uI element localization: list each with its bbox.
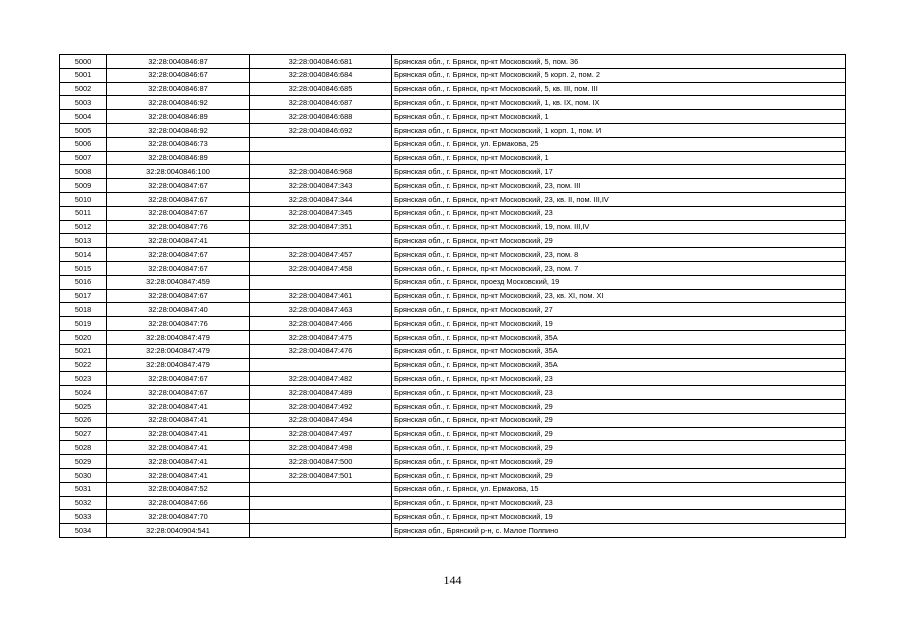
object-number-cell: 32:28:0040847:345 (250, 206, 392, 220)
address-cell: Брянская обл., г. Брянск, пр-кт Московский, 23 (392, 496, 846, 510)
parcel-number-cell: 32:28:0040847:67 (107, 179, 250, 193)
parcel-number-cell: 32:28:0040847:479 (107, 330, 250, 344)
address-cell: Брянская обл., г. Брянск, пр-кт Московский, 1 (392, 110, 846, 124)
row-number-cell: 5009 (60, 179, 107, 193)
table-row (60, 468, 846, 482)
address-cell: Брянская обл., г. Брянск, пр-кт Московский, 5, пом. 36 (392, 55, 846, 69)
parcel-number-cell: 32:28:0040847:67 (107, 386, 250, 400)
table-row (60, 358, 846, 372)
object-number-cell (250, 524, 392, 538)
object-number-cell: 32:28:0040847:501 (250, 468, 392, 482)
table-row (60, 303, 846, 317)
table-row (60, 441, 846, 455)
object-number-cell (250, 482, 392, 496)
table-row (60, 261, 846, 275)
address-cell: Брянская обл., г. Брянск, пр-кт Московский, 29 (392, 468, 846, 482)
row-number-cell: 5001 (60, 68, 107, 82)
table-row (60, 524, 846, 538)
table-row (60, 413, 846, 427)
table-row (60, 179, 846, 193)
row-number-cell: 5033 (60, 510, 107, 524)
table-row (60, 68, 846, 82)
table-row (60, 234, 846, 248)
address-cell: Брянская обл., Брянский р-н, с. Малое Полпино (392, 524, 846, 538)
table-row (60, 206, 846, 220)
object-number-cell (250, 275, 392, 289)
parcel-number-cell: 32:28:0040846:73 (107, 137, 250, 151)
parcel-number-cell: 32:28:0040847:40 (107, 303, 250, 317)
address-cell: Брянская обл., г. Брянск, проезд Московский, 19 (392, 275, 846, 289)
parcel-number-cell: 32:28:0040847:67 (107, 261, 250, 275)
address-cell: Брянская обл., г. Брянск, ул. Ермакова, 15 (392, 482, 846, 496)
parcel-number-cell: 32:28:0040847:459 (107, 275, 250, 289)
row-number-cell: 5024 (60, 386, 107, 400)
parcel-number-cell: 32:28:0040847:67 (107, 248, 250, 262)
row-number-cell: 5016 (60, 275, 107, 289)
address-cell: Брянская обл., г. Брянск, пр-кт Московский, 29 (392, 399, 846, 413)
object-number-cell: 32:28:0040846:681 (250, 55, 392, 69)
table-row (60, 317, 846, 331)
object-number-cell (250, 137, 392, 151)
parcel-number-cell: 32:28:0040847:479 (107, 358, 250, 372)
row-number-cell: 5034 (60, 524, 107, 538)
object-number-cell: 32:28:0040847:344 (250, 192, 392, 206)
row-number-cell: 5003 (60, 96, 107, 110)
row-number-cell: 5025 (60, 399, 107, 413)
parcel-number-cell: 32:28:0040847:52 (107, 482, 250, 496)
parcel-number-cell: 32:28:0040847:41 (107, 399, 250, 413)
table-row (60, 192, 846, 206)
row-number-cell: 5006 (60, 137, 107, 151)
table-row (60, 496, 846, 510)
object-number-cell: 32:28:0040847:475 (250, 330, 392, 344)
row-number-cell: 5008 (60, 165, 107, 179)
table-row (60, 482, 846, 496)
address-cell: Брянская обл., г. Брянск, пр-кт Московский, 19 (392, 317, 846, 331)
address-cell: Брянская обл., г. Брянск, пр-кт Московский, 19, пом. III,IV (392, 220, 846, 234)
object-number-cell: 32:28:0040847:466 (250, 317, 392, 331)
row-number-cell: 5017 (60, 289, 107, 303)
row-number-cell: 5031 (60, 482, 107, 496)
address-cell: Брянская обл., г. Брянск, пр-кт Московский, 23, пом. 8 (392, 248, 846, 262)
address-cell: Брянская обл., г. Брянск, пр-кт Московский, 29 (392, 441, 846, 455)
row-number-cell: 5026 (60, 413, 107, 427)
table-row (60, 455, 846, 469)
parcel-number-cell: 32:28:0040846:87 (107, 55, 250, 69)
address-cell: Брянская обл., г. Брянск, пр-кт Московский, 29 (392, 413, 846, 427)
parcel-number-cell: 32:28:0040846:67 (107, 68, 250, 82)
address-cell: Брянская обл., г. Брянск, пр-кт Московский, 17 (392, 165, 846, 179)
parcel-number-cell: 32:28:0040847:67 (107, 206, 250, 220)
table-row (60, 165, 846, 179)
row-number-cell: 5012 (60, 220, 107, 234)
address-cell: Брянская обл., г. Брянск, пр-кт Московский, 29 (392, 455, 846, 469)
parcel-number-cell: 32:28:0040847:479 (107, 344, 250, 358)
parcel-number-cell: 32:28:0040847:76 (107, 317, 250, 331)
address-cell: Брянская обл., г. Брянск, пр-кт Московский, 29 (392, 234, 846, 248)
row-number-cell: 5010 (60, 192, 107, 206)
parcel-number-cell: 32:28:0040847:67 (107, 192, 250, 206)
object-number-cell: 32:28:0040846:687 (250, 96, 392, 110)
table-row (60, 510, 846, 524)
parcel-number-cell: 32:28:0040847:41 (107, 234, 250, 248)
parcel-number-cell: 32:28:0040904:541 (107, 524, 250, 538)
registry-table (59, 54, 846, 538)
table-row (60, 427, 846, 441)
address-cell: Брянская обл., г. Брянск, пр-кт Московский, 5, кв. III, пом. III (392, 82, 846, 96)
table-row (60, 372, 846, 386)
parcel-number-cell: 32:28:0040846:92 (107, 123, 250, 137)
object-number-cell: 32:28:0040846:968 (250, 165, 392, 179)
parcel-number-cell: 32:28:0040846:89 (107, 151, 250, 165)
parcel-number-cell: 32:28:0040847:41 (107, 455, 250, 469)
address-cell: Брянская обл., г. Брянск, пр-кт Московский, 19 (392, 510, 846, 524)
object-number-cell: 32:28:0040847:351 (250, 220, 392, 234)
row-number-cell: 5002 (60, 82, 107, 96)
row-number-cell: 5000 (60, 55, 107, 69)
table-row (60, 55, 846, 69)
parcel-number-cell: 32:28:0040847:41 (107, 427, 250, 441)
object-number-cell: 32:28:0040847:494 (250, 413, 392, 427)
page-number: 144 (443, 573, 462, 587)
table-row (60, 248, 846, 262)
parcel-number-cell: 32:28:0040847:76 (107, 220, 250, 234)
row-number-cell: 5029 (60, 455, 107, 469)
address-cell: Брянская обл., г. Брянск, пр-кт Московский, 23, кв. II, пом. III,IV (392, 192, 846, 206)
address-cell: Брянская обл., г. Брянск, ул. Ермакова, 25 (392, 137, 846, 151)
object-number-cell: 32:28:0040847:461 (250, 289, 392, 303)
object-number-cell (250, 496, 392, 510)
address-cell: Брянская обл., г. Брянск, пр-кт Московский, 1 корп. 1, пом. И (392, 123, 846, 137)
object-number-cell (250, 510, 392, 524)
address-cell: Брянская обл., г. Брянск, пр-кт Московский, 23 (392, 206, 846, 220)
row-number-cell: 5023 (60, 372, 107, 386)
row-number-cell: 5005 (60, 123, 107, 137)
parcel-number-cell: 32:28:0040847:66 (107, 496, 250, 510)
table-row (60, 386, 846, 400)
table-row (60, 289, 846, 303)
table-row (60, 82, 846, 96)
object-number-cell: 32:28:0040847:482 (250, 372, 392, 386)
object-number-cell: 32:28:0040847:457 (250, 248, 392, 262)
address-cell: Брянская обл., г. Брянск, пр-кт Московский, 23, пом. III (392, 179, 846, 193)
row-number-cell: 5015 (60, 261, 107, 275)
table-row (60, 275, 846, 289)
address-cell: Брянская обл., г. Брянск, пр-кт Московский, 23, пом. 7 (392, 261, 846, 275)
address-cell: Брянская обл., г. Брянск, пр-кт Московский, 29 (392, 427, 846, 441)
address-cell: Брянская обл., г. Брянск, пр-кт Московский, 23 (392, 386, 846, 400)
object-number-cell: 32:28:0040847:500 (250, 455, 392, 469)
row-number-cell: 5030 (60, 468, 107, 482)
row-number-cell: 5007 (60, 151, 107, 165)
row-number-cell: 5027 (60, 427, 107, 441)
table-row (60, 123, 846, 137)
parcel-number-cell: 32:28:0040847:67 (107, 372, 250, 386)
parcel-number-cell: 32:28:0040847:67 (107, 289, 250, 303)
object-number-cell (250, 151, 392, 165)
table-row (60, 220, 846, 234)
object-number-cell: 32:28:0040847:343 (250, 179, 392, 193)
row-number-cell: 5013 (60, 234, 107, 248)
object-number-cell: 32:28:0040846:684 (250, 68, 392, 82)
row-number-cell: 5011 (60, 206, 107, 220)
parcel-number-cell: 32:28:0040847:70 (107, 510, 250, 524)
table-row (60, 110, 846, 124)
table-row (60, 344, 846, 358)
address-cell: Брянская обл., г. Брянск, пр-кт Московский, 35А (392, 344, 846, 358)
address-cell: Брянская обл., г. Брянск, пр-кт Московский, 1 (392, 151, 846, 165)
object-number-cell: 32:28:0040847:489 (250, 386, 392, 400)
address-cell: Брянская обл., г. Брянск, пр-кт Московский, 35А (392, 330, 846, 344)
address-cell: Брянская обл., г. Брянск, пр-кт Московский, 23, кв. XI, пом. XI (392, 289, 846, 303)
object-number-cell (250, 358, 392, 372)
row-number-cell: 5028 (60, 441, 107, 455)
row-number-cell: 5032 (60, 496, 107, 510)
address-cell: Брянская обл., г. Брянск, пр-кт Московский, 35А (392, 358, 846, 372)
address-cell: Брянская обл., г. Брянск, пр-кт Московский, 1, кв. IX, пом. IX (392, 96, 846, 110)
parcel-number-cell: 32:28:0040846:100 (107, 165, 250, 179)
table-body (60, 55, 846, 538)
object-number-cell: 32:28:0040847:498 (250, 441, 392, 455)
object-number-cell: 32:28:0040847:463 (250, 303, 392, 317)
table-row (60, 330, 846, 344)
object-number-cell: 32:28:0040846:685 (250, 82, 392, 96)
parcel-number-cell: 32:28:0040847:41 (107, 441, 250, 455)
object-number-cell (250, 234, 392, 248)
row-number-cell: 5021 (60, 344, 107, 358)
parcel-number-cell: 32:28:0040846:89 (107, 110, 250, 124)
row-number-cell: 5014 (60, 248, 107, 262)
object-number-cell: 32:28:0040847:492 (250, 399, 392, 413)
parcel-number-cell: 32:28:0040846:92 (107, 96, 250, 110)
object-number-cell: 32:28:0040846:692 (250, 123, 392, 137)
row-number-cell: 5020 (60, 330, 107, 344)
table-row (60, 137, 846, 151)
address-cell: Брянская обл., г. Брянск, пр-кт Московский, 5 корп. 2, пом. 2 (392, 68, 846, 82)
parcel-number-cell: 32:28:0040847:41 (107, 468, 250, 482)
row-number-cell: 5018 (60, 303, 107, 317)
row-number-cell: 5004 (60, 110, 107, 124)
row-number-cell: 5022 (60, 358, 107, 372)
address-cell: Брянская обл., г. Брянск, пр-кт Московский, 27 (392, 303, 846, 317)
table-row (60, 399, 846, 413)
row-number-cell: 5019 (60, 317, 107, 331)
object-number-cell: 32:28:0040847:458 (250, 261, 392, 275)
object-number-cell: 32:28:0040847:476 (250, 344, 392, 358)
parcel-number-cell: 32:28:0040846:87 (107, 82, 250, 96)
parcel-number-cell: 32:28:0040847:41 (107, 413, 250, 427)
object-number-cell: 32:28:0040846:688 (250, 110, 392, 124)
table-row (60, 151, 846, 165)
address-cell: Брянская обл., г. Брянск, пр-кт Московский, 23 (392, 372, 846, 386)
table-row (60, 96, 846, 110)
object-number-cell: 32:28:0040847:497 (250, 427, 392, 441)
